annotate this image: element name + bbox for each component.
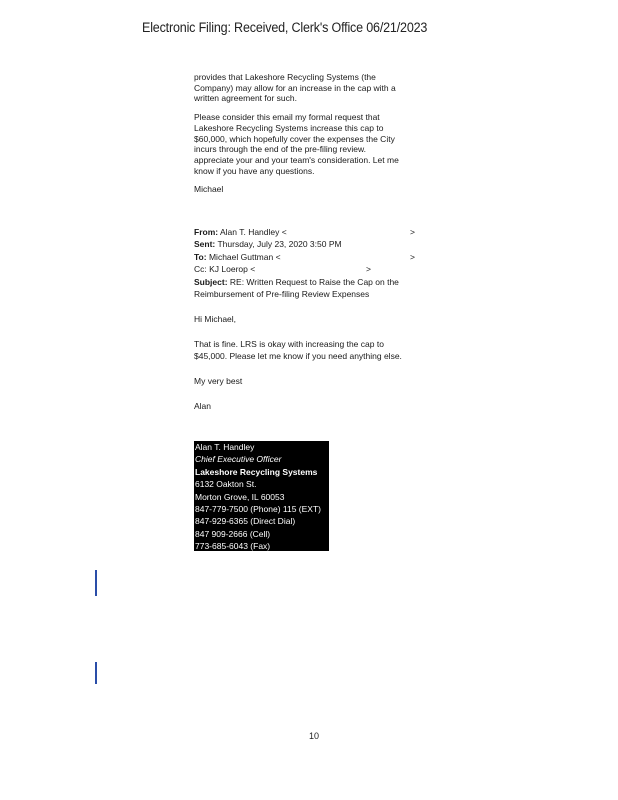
text-line: That is fine. LRS is okay with increasing the cap to <box>194 339 384 349</box>
subject-continuation: Reimbursement of Pre-filing Review Expenses <box>194 289 370 300</box>
reply-name: Alan <box>194 401 212 412</box>
sent-label: Sent: <box>194 239 216 250</box>
text-line: $45,000. Please let me know if you need anything else. <box>194 351 402 362</box>
subject-label: Subject: <box>194 276 228 287</box>
to-value: Michael Guttman < <box>208 251 281 262</box>
filing-stamp-header: Electronic Filing: Received, Clerk's Office 06/21/2023 <box>142 20 428 35</box>
reply-closing: My very best <box>194 376 243 387</box>
text-cursor-bar <box>95 662 97 684</box>
sig-company: Lakeshore Recycling Systems <box>195 466 318 477</box>
header-cc <box>194 263 434 275</box>
email-reply-alan <box>194 313 444 425</box>
paragraph-formal-request <box>194 112 434 176</box>
text-cursor-bar <box>95 570 97 596</box>
to-label: To: <box>194 251 207 262</box>
signoff-michael: Michael <box>194 184 224 195</box>
from-value: Alan T. Handley < <box>220 227 287 237</box>
cc-value: KJ Loerop < <box>209 264 256 275</box>
sig-street: 6132 Oakton St. <box>195 479 257 490</box>
cc-close: > <box>366 264 371 275</box>
text-line: incurs through the end of the pre-filing review. <box>194 144 366 155</box>
reply-greeting: Hi Michael, <box>194 314 237 324</box>
header-from <box>194 226 434 238</box>
paragraph-cap-provision <box>194 72 434 104</box>
email-body-michael <box>194 72 434 195</box>
text-line: Please consider this email my formal request that <box>194 112 380 123</box>
sig-city: Morton Grove, IL 60053 <box>195 491 285 502</box>
cc-label: Cc: <box>194 264 207 275</box>
email-headers <box>194 226 434 300</box>
text-line: provides that Lakeshore Recycling Systems (the <box>194 72 376 82</box>
sig-name: Alan T. Handley <box>195 442 255 452</box>
from-label: From: <box>194 227 219 237</box>
text-line: Company) may allow for an increase in the cap with a <box>194 82 396 93</box>
header-sent <box>194 238 434 250</box>
header-subject <box>194 276 434 288</box>
sig-cell: 847 909-2666 (Cell) <box>195 528 271 539</box>
sig-title: Chief Executive Officer <box>195 454 282 465</box>
sig-direct: 847-929-6365 (Direct Dial) <box>195 516 296 527</box>
from-close: > <box>410 227 415 237</box>
text-line: Lakeshore Recycling Systems increase this cap to <box>194 122 384 133</box>
text-line: $60,000, which hopefully cover the expenses the City <box>194 133 395 144</box>
text-line: know if you have any questions. <box>194 165 315 176</box>
reply-body <box>194 338 444 363</box>
text-line: written agreement for such. <box>194 93 297 104</box>
email-signature-block <box>194 441 329 551</box>
text-line: appreciate your and your team's consideration. Let me <box>194 154 399 165</box>
sent-value: Thursday, July 23, 2020 3:50 PM <box>217 239 342 250</box>
page-number: 10 <box>309 731 320 741</box>
sig-phone: 847-779-7500 (Phone) 115 (EXT) <box>195 504 322 515</box>
sig-fax: 773-685-6043 (Fax) <box>195 541 271 552</box>
header-to <box>194 251 434 263</box>
to-close: > <box>410 251 415 262</box>
subject-value: RE: Written Request to Raise the Cap on the <box>229 276 399 287</box>
